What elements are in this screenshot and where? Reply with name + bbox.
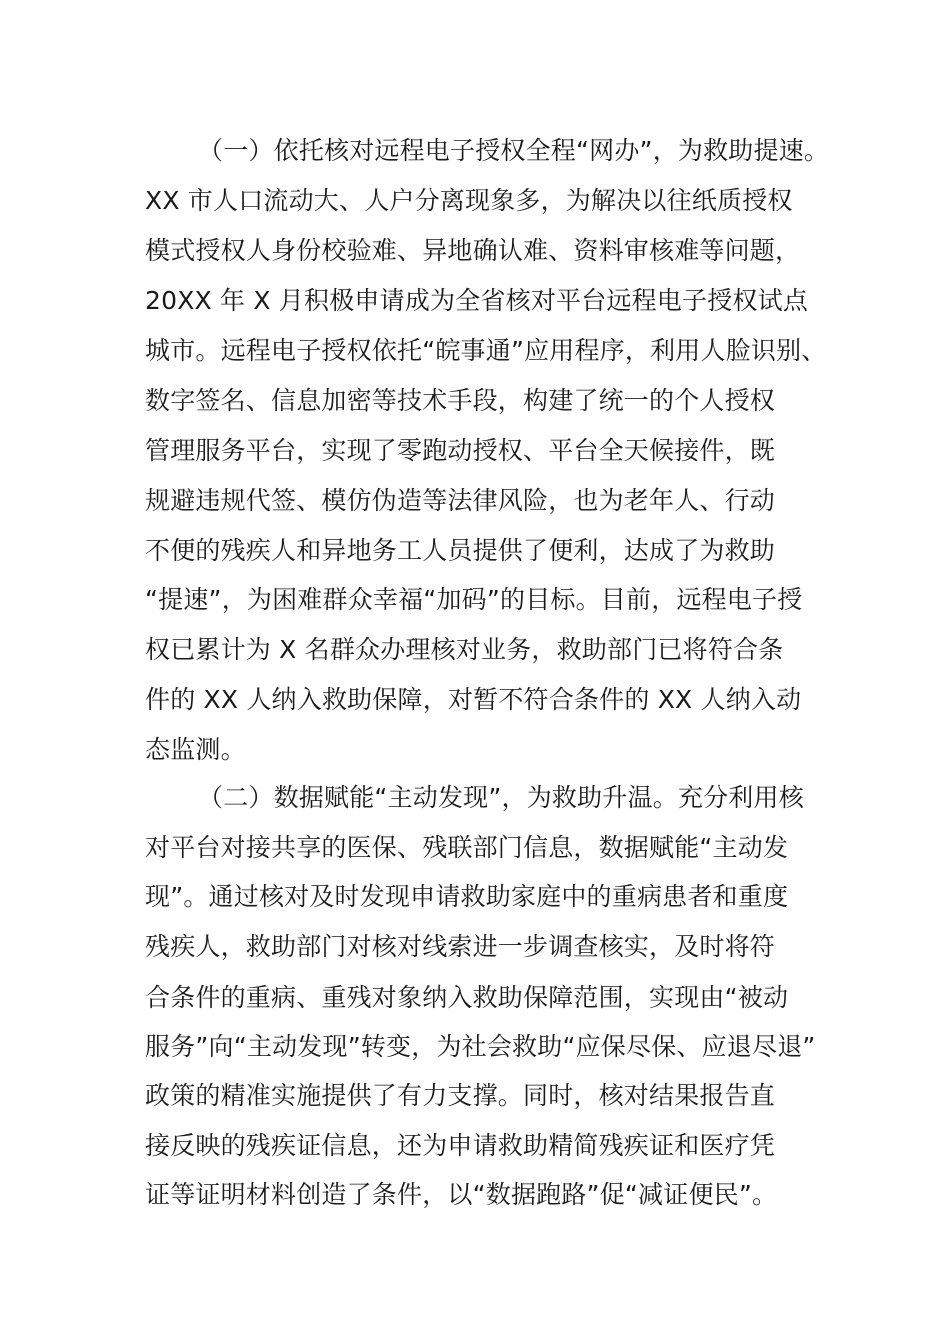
text-line: 服务”向“主动发现”转变，为社会救助“应保尽保、应退尽退” — [145, 1032, 816, 1061]
text-line: “提速”，为困难群众幸福“加码”的目标。目前，远程电子授 — [145, 585, 803, 614]
text-line: 对平台对接共享的医保、残联部门信息，数据赋能“主动发 — [145, 833, 789, 862]
text-line: 残疾人，救助部门对核对线索进一步调查核实，及时将符 — [145, 932, 776, 961]
text-line: 20XX 年 X 月积极申请成为全省核对平台远程电子授权试点 — [145, 286, 809, 315]
text-line: 不便的残疾人和异地务工人员提供了便利，达成了为救助 — [145, 536, 776, 565]
text-line: （二）数据赋能“主动发现”，为救助升温。充分利用核 — [198, 783, 804, 812]
text-line: 件的 XX 人纳入救助保障，对暂不符合条件的 XX 人纳入动 — [145, 685, 802, 714]
text-line: 政策的精准实施提供了有力支撑。同时，核对结果报告直 — [145, 1081, 776, 1110]
text-line: （一）依托核对远程电子授权全程“网办”，为救助提速。 — [198, 136, 830, 165]
text-line: 管理服务平台，实现了零跑动授权、平台全天候接件，既 — [145, 436, 776, 465]
text-line: XX 市人口流动大、人户分离现象多，为解决以往纸质授权 — [145, 186, 793, 215]
text-line: 城市。远程电子授权依托“皖事通”应用程序，利用人脸识别、 — [145, 336, 827, 365]
text-line: 模式授权人身份校验难、异地确认难、资料审核难等问题， — [145, 236, 801, 265]
text-line: 权已累计为 X 名群众办理核对业务，救助部门已将符合条 — [145, 635, 784, 664]
text-line: 态监测。 — [145, 735, 246, 764]
text-line: 现”。通过核对及时发现申请救助家庭中的重病患者和重度 — [145, 882, 789, 911]
text-line: 接反映的残疾证信息，还为申请救助精简残疾证和医疗凭 — [145, 1131, 776, 1160]
text-line: 证等证明材料创造了条件，以“数据跑路”促“减证便民”。 — [145, 1180, 778, 1209]
text-line: 规避违规代签、模仿伪造等法律风险，也为老年人、行动 — [145, 486, 776, 515]
text-line: 数字签名、信息加密等技术手段，构建了统一的个人授权 — [145, 386, 776, 415]
text-line: 合条件的重病、重残对象纳入救助保障范围，实现由“被动 — [145, 983, 789, 1012]
